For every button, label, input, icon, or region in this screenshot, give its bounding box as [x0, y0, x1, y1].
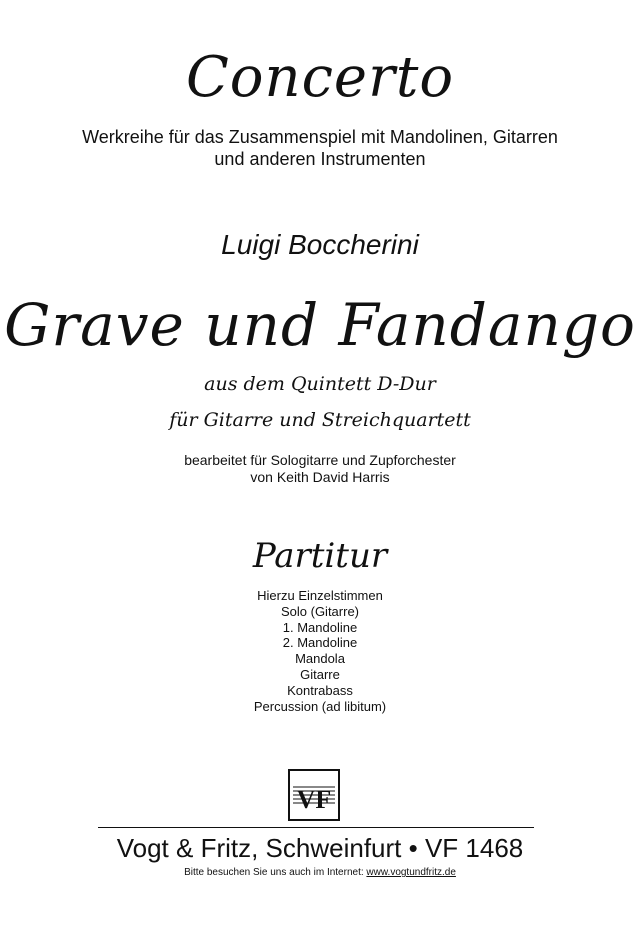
footer-divider: [98, 827, 534, 828]
part-item: Mandola: [295, 651, 345, 667]
arrangement-credit: [0, 452, 640, 486]
parts-heading: Hierzu Einzelstimmen: [257, 588, 383, 603]
parts-list: [0, 588, 640, 714]
website-prefix: Bitte besuchen Sie uns auch im Internet:: [184, 867, 364, 878]
composer-name: Luigi Boccherini: [221, 229, 419, 260]
score-label: Partitur: [252, 536, 388, 576]
part-item: Percussion (ad libitum): [253, 698, 387, 714]
publisher-logo-mark: [290, 771, 338, 819]
publisher-logo: [288, 769, 340, 821]
part-item: Kontrabass: [287, 682, 353, 698]
part-item: 2. Mandoline: [282, 635, 358, 651]
original-instrumentation: für Gitarre und Streichquartett: [169, 409, 471, 431]
series-title: Concerto: [185, 45, 455, 110]
part-item: 1. Mandoline: [282, 619, 358, 635]
publisher-logo-text: VF: [296, 785, 332, 814]
series-subtitle-line-2: und anderen Instrumenten: [214, 149, 426, 169]
part-item: Gitarre: [300, 666, 340, 682]
website-line: [0, 867, 640, 879]
series-subtitle-line-1: Werkreihe für das Zusammenspiel mit Mandolinen, Gitarren: [82, 127, 558, 147]
publisher-imprint: Vogt & Fritz, Schweinfurt • VF 1468: [116, 833, 524, 863]
website-link[interactable]: www.vogtundfritz.de: [366, 867, 456, 878]
arrangement-line-1: bearbeitet für Sologitarre und Zupforchester: [184, 452, 456, 468]
source-line: aus dem Quintett D-Dur: [204, 373, 436, 395]
work-title: Grave und Fandango: [4, 291, 636, 359]
arrangement-line-2: von Keith David Harris: [250, 469, 390, 485]
series-subtitle: [0, 126, 640, 170]
part-item: Solo (Gitarre): [280, 603, 360, 619]
